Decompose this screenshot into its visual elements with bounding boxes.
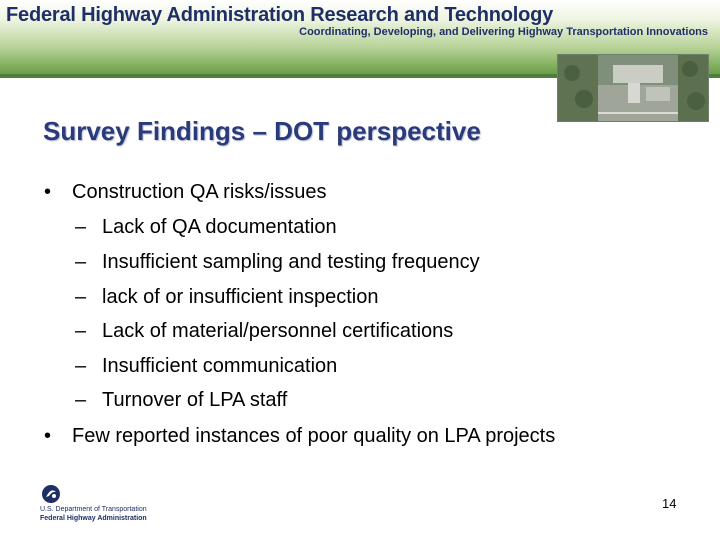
dash-glyph: – <box>75 355 87 377</box>
bullet-glyph: • <box>44 425 52 447</box>
slide-title: Survey Findings – DOT perspective <box>43 116 481 146</box>
sub-item-text: Insufficient sampling and testing frequency <box>102 251 480 273</box>
header-tagline: Coordinating, Developing, and Delivering Highway Transportation Innovations <box>299 26 708 38</box>
bullet-text: Few reported instances of poor quality on LPA projects <box>72 425 556 447</box>
bullet-text: Construction QA risks/issues <box>72 181 327 203</box>
sub-item-text: Lack of material/personnel certifications <box>102 320 454 342</box>
sub-item-text: Lack of QA documentation <box>102 216 337 238</box>
sub-item-text: Turnover of LPA staff <box>102 389 288 411</box>
dash-glyph: – <box>75 286 87 308</box>
dash-glyph: – <box>75 216 87 238</box>
logo-line-agency: Federal Highway Administration <box>40 515 147 522</box>
logo-line-dept: U.S. Department of Transportation <box>40 506 147 513</box>
dash-glyph: – <box>75 320 87 342</box>
header-title: Federal Highway Administration Research and Technology <box>6 4 554 26</box>
usdot-emblem-icon <box>40 484 62 504</box>
usdot-fhwa-logo <box>38 484 148 528</box>
dash-glyph: – <box>75 251 87 273</box>
bullet-glyph: • <box>44 181 52 203</box>
sub-item-text: lack of or insufficient inspection <box>102 286 379 308</box>
aerial-campus-photo <box>557 54 709 122</box>
dash-glyph: – <box>75 389 87 411</box>
sub-item-text: Insufficient communication <box>102 355 338 377</box>
aerial-photo-illustration <box>558 55 708 121</box>
page-number: 14 <box>662 496 677 511</box>
